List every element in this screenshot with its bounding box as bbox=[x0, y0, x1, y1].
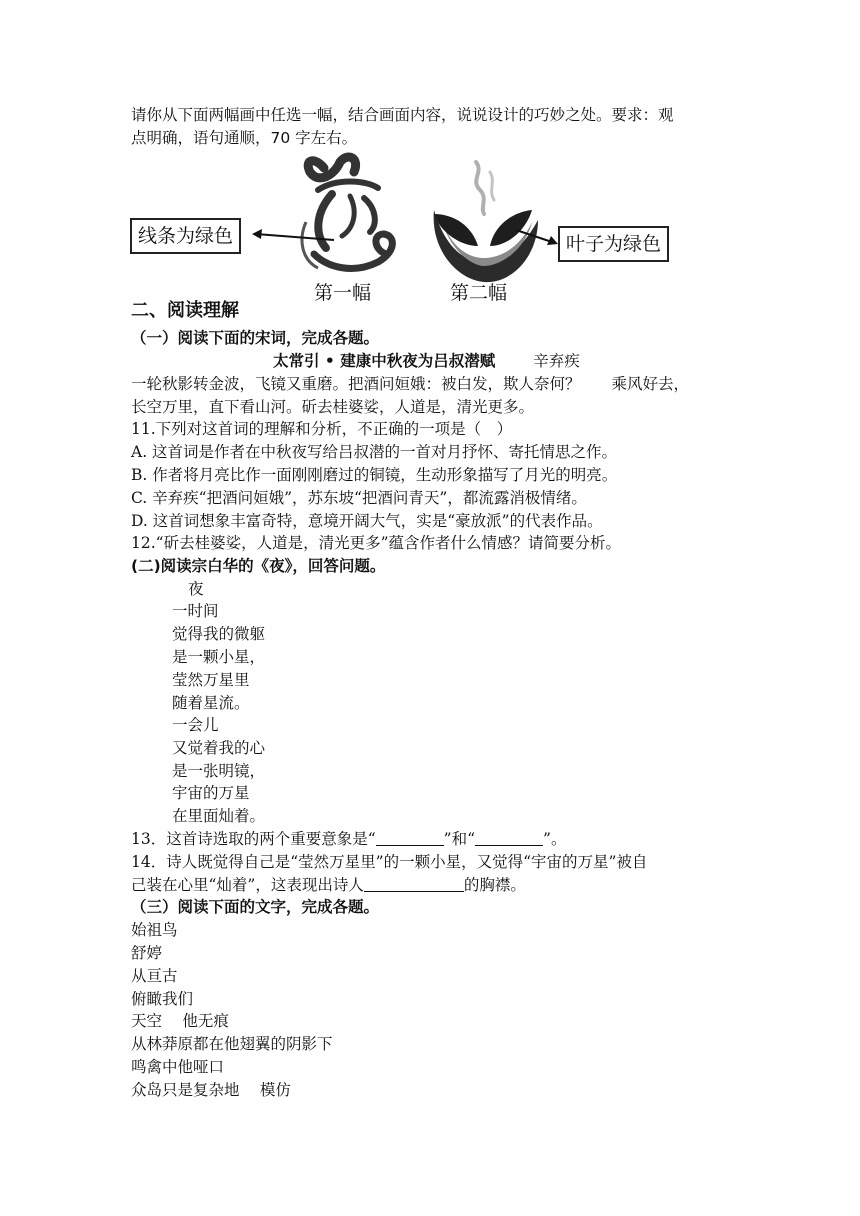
q14-blank[interactable] bbox=[364, 875, 464, 892]
caption-first: 第一幅 bbox=[314, 282, 372, 304]
question-14-line-2 bbox=[131, 874, 526, 896]
text-line: 从亘古 bbox=[131, 967, 178, 985]
part1-heading: （一）阅读下面的宋词，完成各题。 bbox=[131, 329, 380, 347]
night-line: 宇宙的万星 bbox=[172, 784, 250, 802]
question-11: 11.下列对这首词的理解和分析，不正确的一项是（ ） bbox=[131, 420, 513, 438]
option-a: A. 这首词是作者在中秋夜写给吕叔潜的一首对月抒怀、寄托情思之作。 bbox=[131, 443, 618, 461]
option-c: C. 辛弃疾“把酒问姮娥”，苏东坡“把酒问青天”，都流露消极情绪。 bbox=[131, 489, 587, 507]
option-d: D. 这首词想象丰富奇特，意境开阔大气，实是“豪放派”的代表作品。 bbox=[131, 512, 603, 530]
text-line: 俯瞰我们 bbox=[131, 990, 194, 1008]
q13-blank-1[interactable] bbox=[376, 829, 444, 846]
question-13 bbox=[131, 828, 566, 850]
night-line: 觉得我的微躯 bbox=[172, 625, 266, 643]
q13-text-b: ”和“ bbox=[443, 830, 476, 848]
q13-blank-2[interactable] bbox=[475, 829, 543, 846]
q14-text-a: 己装在心里“灿着”，这表现出诗人 bbox=[131, 876, 364, 894]
q13-text-c: ”。 bbox=[543, 830, 567, 848]
option-b: B. 作者将月亮比作一面刚刚磨过的铜镜，生动形象描写了月光的明亮。 bbox=[131, 466, 618, 484]
text-line: 从林莽原都在他翅翼的阴影下 bbox=[131, 1035, 333, 1053]
night-line: 又觉着我的心 bbox=[172, 739, 266, 757]
poem-line-2: 长空万里，直下看山河。斫去桂婆娑，人道是，清光更多。 bbox=[131, 398, 535, 416]
q14-text-b: 的胸襟。 bbox=[463, 876, 526, 894]
calligraphy-logo-icon bbox=[302, 157, 392, 268]
label-leaves-green: 叶子为绿色 bbox=[558, 226, 669, 262]
intro-line-2: 点明确，语句通顺，70 字左右。 bbox=[131, 129, 358, 147]
night-line: 随着星流。 bbox=[172, 694, 250, 712]
text-line: 众岛只是复杂地 模仿 bbox=[131, 1081, 291, 1099]
night-line: 一时间 bbox=[172, 602, 219, 620]
label-lines-green: 线条为绿色 bbox=[130, 218, 241, 254]
question-12: 12.“斫去桂婆娑，人道是，清光更多”蕴含作者什么情感？请简要分析。 bbox=[131, 534, 622, 552]
q13-text-a: 13．这首诗选取的两个重要意象是“ bbox=[131, 830, 376, 848]
section-heading-reading: 二、阅读理解 bbox=[131, 300, 239, 321]
poem-title-line bbox=[273, 350, 580, 372]
night-line: 一会儿 bbox=[172, 716, 219, 734]
tea-bowl-logo-icon bbox=[434, 162, 538, 282]
text-line: 始祖鸟 bbox=[131, 921, 178, 939]
caption-second: 第二幅 bbox=[450, 282, 508, 304]
night-poem-title: 夜 bbox=[188, 580, 204, 598]
night-line: 在里面灿着。 bbox=[172, 807, 266, 825]
part3-heading: （三）阅读下面的文字，完成各题。 bbox=[131, 898, 380, 916]
text-line: 舒婷 bbox=[131, 944, 163, 962]
poem-author: 辛弃疾 bbox=[533, 352, 580, 370]
part2-heading: (二)阅读宗白华的《夜》，回答问题。 bbox=[131, 557, 386, 575]
intro-line-1: 请你从下面两幅画中任选一幅，结合画面内容，说说设计的巧妙之处。要求：观 bbox=[131, 106, 674, 124]
poem-title: 太常引 • 建康中秋夜为吕叔潜赋 bbox=[273, 352, 496, 370]
logo-figure bbox=[128, 150, 688, 310]
text-line: 天空 他无痕 bbox=[131, 1012, 229, 1030]
night-line: 是一颗小星， bbox=[172, 648, 266, 666]
text-line: 鸣禽中他哑口 bbox=[131, 1058, 225, 1076]
night-line: 是一张明镜， bbox=[172, 762, 266, 780]
poem-line-1: 一轮秋影转金波，飞镜又重磨。把酒问姮娥：被白发，欺人奈何？ 乘风好去， bbox=[131, 375, 690, 393]
night-line: 莹然万星里 bbox=[172, 671, 250, 689]
question-14-line-1: 14．诗人既觉得自己是“莹然万星里”的一颗小星，又觉得“宇宙的万星”被自 bbox=[131, 853, 648, 871]
